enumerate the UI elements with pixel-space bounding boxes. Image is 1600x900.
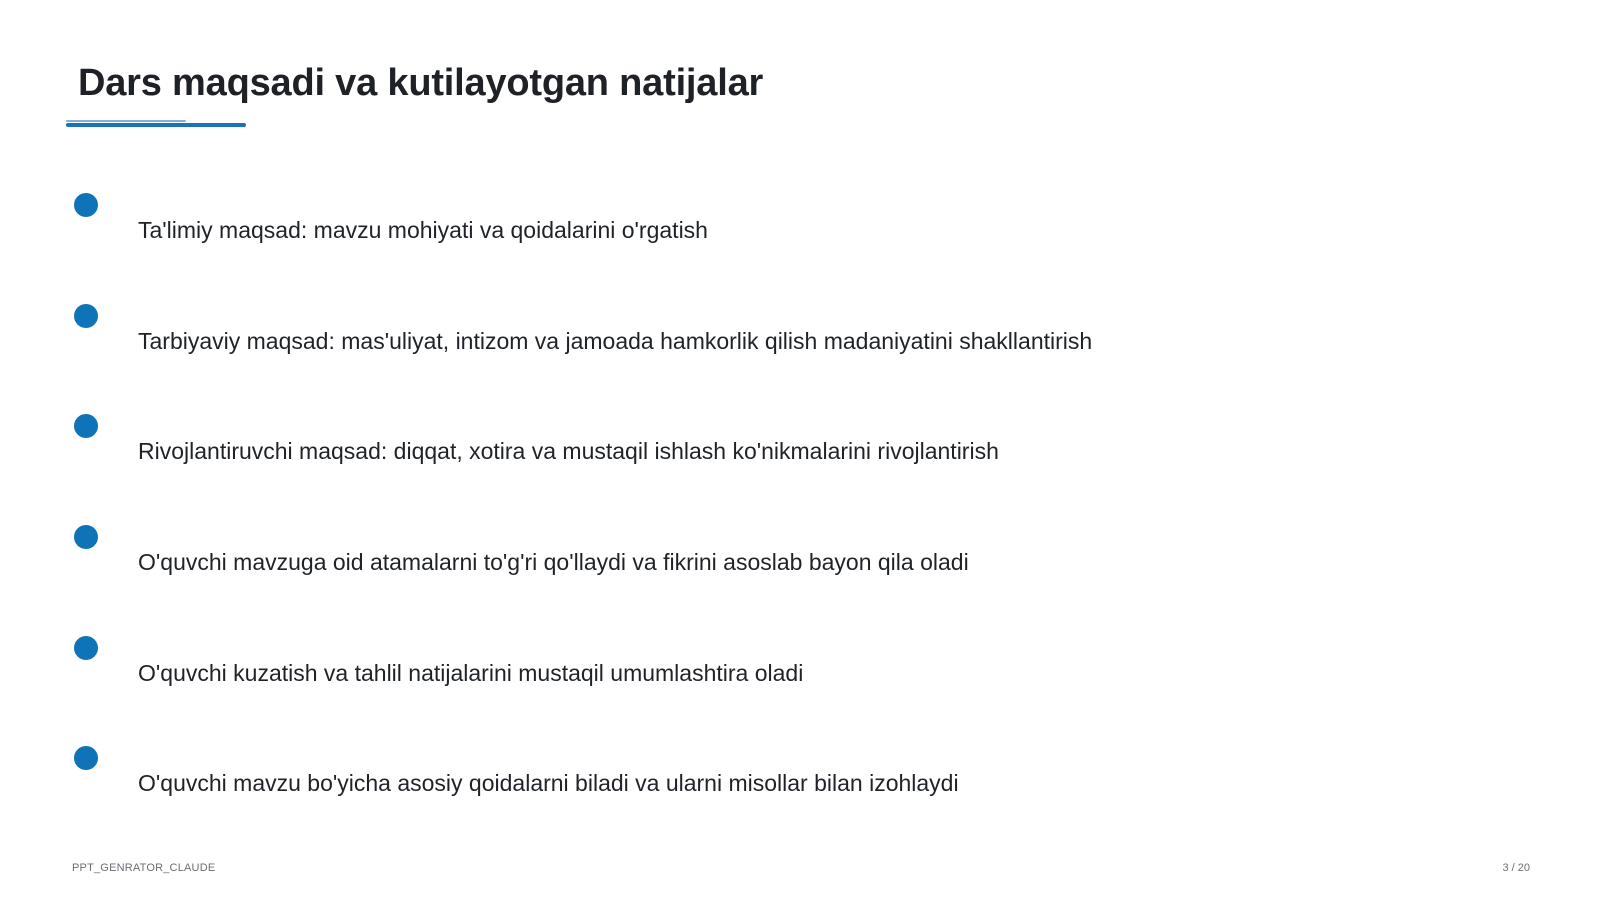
bullet-dot-icon [74,525,98,549]
bullet-text: Ta'limiy maqsad: mavzu mohiyati va qoidalarini o'rgatish [138,217,708,243]
bullet-item [0,746,1600,806]
bullet-text: O'quvchi mavzu bo'yicha asosiy qoidalarni biladi va ularni misollar bilan izohlaydi [138,770,959,796]
footer-source: PPT_GENRATOR_CLAUDE [72,862,216,874]
page-number: 3 / 20 [1502,862,1530,874]
bullet-text: O'quvchi kuzatish va tahlil natijalarini mustaqil umumlashtira oladi [138,660,804,686]
bullet-item [0,525,1600,585]
bullet-item [0,636,1600,696]
bullet-text: Rivojlantiruvchi maqsad: diqqat, xotira va mustaqil ishlash ko'nikmalarini rivojlantirish [138,438,999,464]
bullet-dot-icon [74,746,98,770]
bullet-text: Tarbiyaviy maqsad: mas'uliyat, intizom va jamoada hamkorlik qilish madaniyatini shakllantirish [138,328,1093,354]
bullet-dot-icon [74,193,98,217]
bullet-text: O'quvchi mavzuga oid atamalarni to'g'ri qo'llaydi va fikrini asoslab bayon qila oladi [138,549,969,575]
bullet-dot-icon [74,414,98,438]
bullet-dot-icon [74,304,98,328]
bullet-dot-icon [74,636,98,660]
slide-title: Dars maqsadi va kutilayotgan natijalar [78,62,764,104]
bullet-item [0,414,1600,474]
bullet-item [0,304,1600,364]
bullet-item [0,193,1600,253]
